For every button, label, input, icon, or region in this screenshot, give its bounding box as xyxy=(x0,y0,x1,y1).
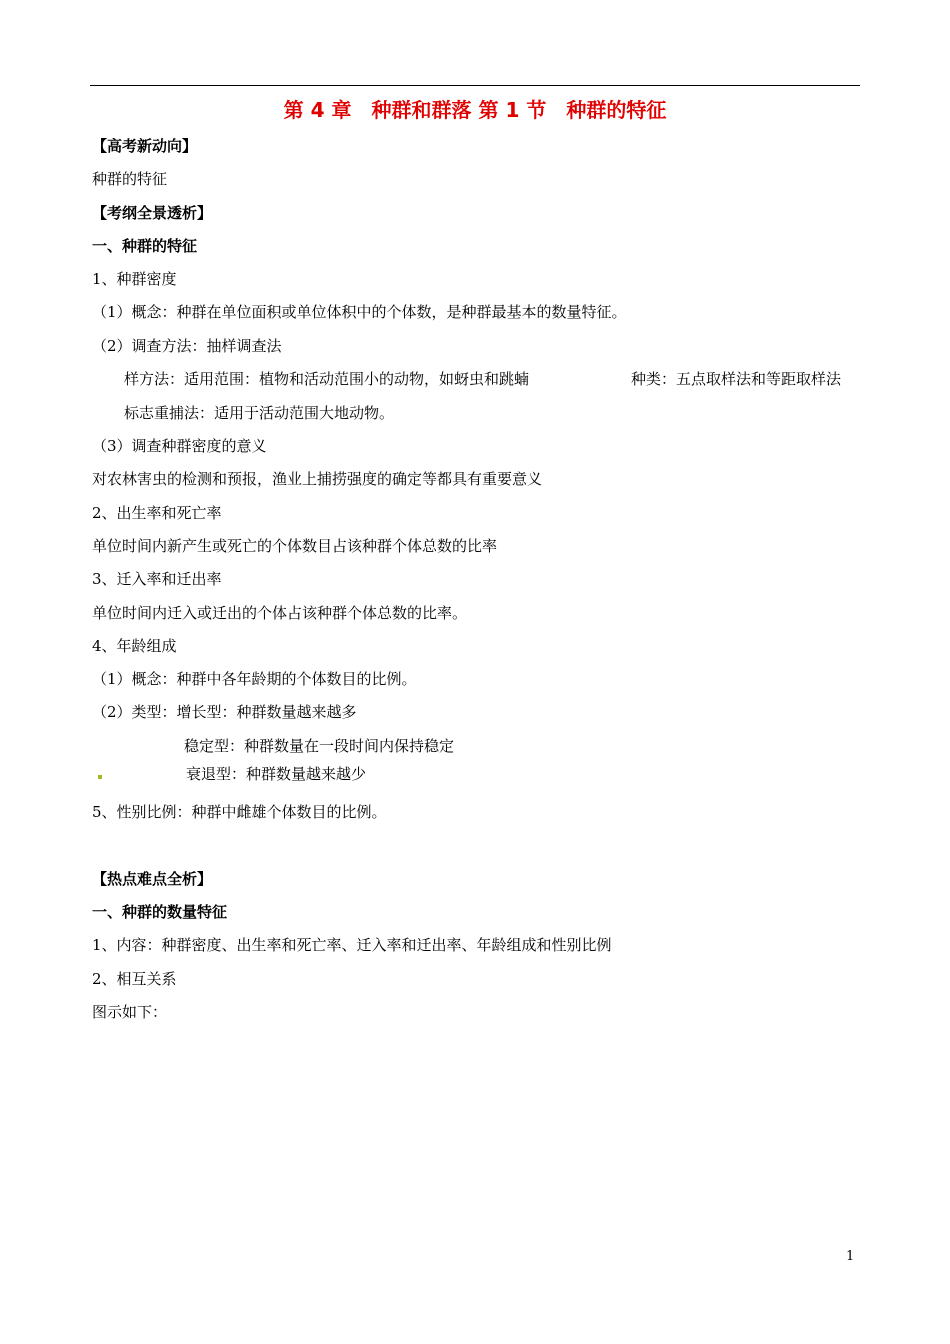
density-concept: （1）概念：种群在单位面积或单位体积中的个体数，是种群最基本的数量特征。 xyxy=(92,303,627,321)
trend-header: 【高考新动向】 xyxy=(92,137,198,155)
trend-text: 种群的特征 xyxy=(92,170,168,188)
migration-text: 单位时间内迁入或迁出的个体占该种群个体总数的比率。 xyxy=(92,604,468,622)
age-types: （2）类型：增长型：种群数量越来越多 xyxy=(92,703,357,721)
age-type-declining: 衰退型：种群数量越来越少 xyxy=(186,765,367,783)
quadrat-method: 样方法：适用范围：植物和活动范围小的动物，如蚜虫和跳蝻 xyxy=(124,370,530,388)
hot-subheading: 一、种群的数量特征 xyxy=(92,903,228,921)
item-migration: 3、迁入率和迁出率 xyxy=(92,570,222,588)
birth-death-text: 单位时间内新产生或死亡的个体数目占该种群个体总数的比率 xyxy=(92,537,498,555)
item-age-structure: 4、年龄组成 xyxy=(92,637,177,655)
hot-header: 【热点难点全析】 xyxy=(92,870,213,888)
item-density: 1、种群密度 xyxy=(92,270,177,288)
figure-caption: 图示如下： xyxy=(92,1003,168,1021)
outline-subheading: 一、种群的特征 xyxy=(92,237,198,255)
content-item: 1、内容：种群密度、出生率和死亡率、迁入率和迁出率、年龄组成和性别比例 xyxy=(92,936,612,954)
item-sex-ratio: 5、性别比例：种群中雌雄个体数目的比例。 xyxy=(92,803,387,821)
density-significance: （3）调查种群密度的意义 xyxy=(92,437,267,455)
stray-mark xyxy=(98,775,102,779)
relation-item: 2、相互关系 xyxy=(92,970,177,988)
significance-text: 对农林害虫的检测和预报，渔业上捕捞强度的确定等都具有重要意义 xyxy=(92,470,543,488)
survey-method: （2）调查方法：抽样调查法 xyxy=(92,337,282,355)
quadrat-types: 种类：五点取样法和等距取样法 xyxy=(631,370,842,388)
outline-header: 【考纲全景透析】 xyxy=(92,204,213,222)
header-rule xyxy=(90,85,860,86)
page-title: 第 4 章 种群和群落 第 1 节 种群的特征 xyxy=(283,98,667,122)
age-concept: （1）概念：种群中各年龄期的个体数目的比例。 xyxy=(92,670,417,688)
mark-recapture: 标志重捕法：适用于活动范围大地动物。 xyxy=(124,404,395,422)
item-birth-death: 2、出生率和死亡率 xyxy=(92,504,222,522)
age-type-stable: 稳定型：种群数量在一段时间内保持稳定 xyxy=(184,737,455,755)
page-number: 1 xyxy=(846,1249,855,1264)
